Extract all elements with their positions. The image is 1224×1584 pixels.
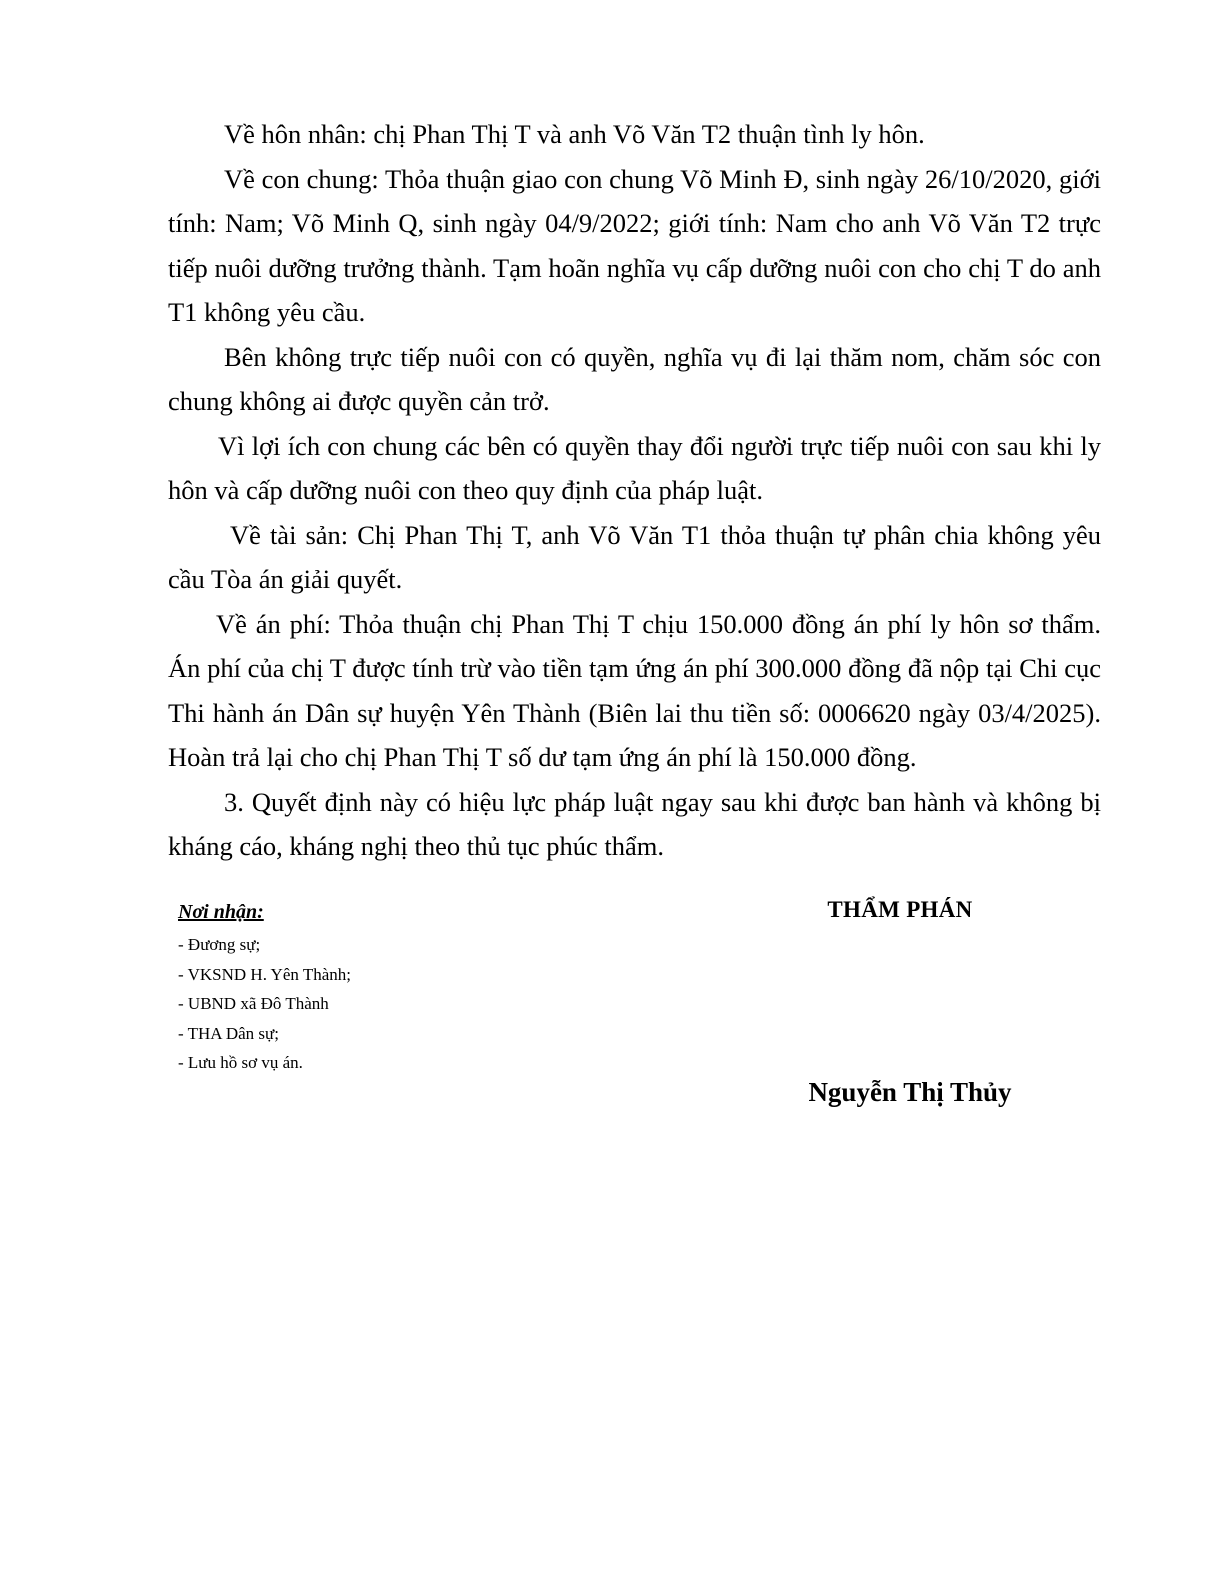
signer-name: Nguyễn Thị Thủy	[808, 1077, 1012, 1107]
paragraph-property: Về tài sản: Chị Phan Thị T, anh Võ Văn T1 thỏa thuận tự phân chia không yêu cầu Tòa án giải quyết.	[168, 519, 1101, 594]
decision-body	[168, 112, 1101, 869]
recipient-item: - Đương sự;	[178, 935, 261, 954]
recipients-block	[178, 898, 598, 1078]
paragraph-marriage: Về hôn nhân: chị Phan Thị T và anh Võ Văn T2 thuận tình ly hôn.	[224, 119, 925, 149]
paragraph-visitation: Bên không trực tiếp nuôi con có quyền, nghĩa vụ đi lại thăm nom, chăm sóc con chung không ai được quyền cản trở.	[168, 341, 1101, 416]
recipient-item: - UBND xã Đô Thành	[178, 994, 329, 1013]
paragraph-change-custody: Vì lợi ích con chung các bên có quyền thay đổi người trực tiếp nuôi con sau khi ly hôn và cấp dưỡng nuôi con theo quy định của pháp luật.	[168, 430, 1101, 505]
recipient-item: - VKSND H. Yên Thành;	[178, 964, 351, 984]
recipients-title: Nơi nhận:	[178, 901, 264, 923]
signer-title: THẨM PHÁN	[827, 897, 973, 922]
recipient-item: - Lưu hồ sơ vụ án.	[178, 1053, 303, 1072]
paragraph-effect: 3. Quyết định này có hiệu lực pháp luật ngay sau khi được ban hành và không bị kháng cáo, kháng nghị theo thủ tục phúc thẩm.	[168, 786, 1101, 861]
paragraph-court-fee: Về án phí: Thỏa thuận chị Phan Thị T chịu 150.000 đồng án phí ly hôn sơ thẩm. Án phí của chị T được tính trừ vào tiền tạm ứng án phí 300.000 đồng đã nộp tại Chi cục Thi hành án Dân sự huyện Yên Thành (Biên lai thu tiền số: 0006620 ngày 03/4/2025). Hoàn trả lại cho chị Phan Thị T số dư tạm ứng án phí là 150.000 đồng.	[168, 608, 1101, 772]
recipient-item: - THA Dân sự;	[178, 1023, 279, 1043]
recipients-list	[178, 930, 598, 1078]
paragraph-children: Về con chung: Thỏa thuận giao con chung Võ Minh Đ, sinh ngày 26/10/2020, giới tính: Nam; Võ Minh Q, sinh ngày 04/9/2022; giới tính: Nam cho anh Võ Văn T2 trực tiếp nuôi dưỡng trưởng thành. Tạm hoãn nghĩa vụ cấp dưỡng nuôi con cho chị T do anh T1 không yêu cầu.	[168, 163, 1101, 327]
